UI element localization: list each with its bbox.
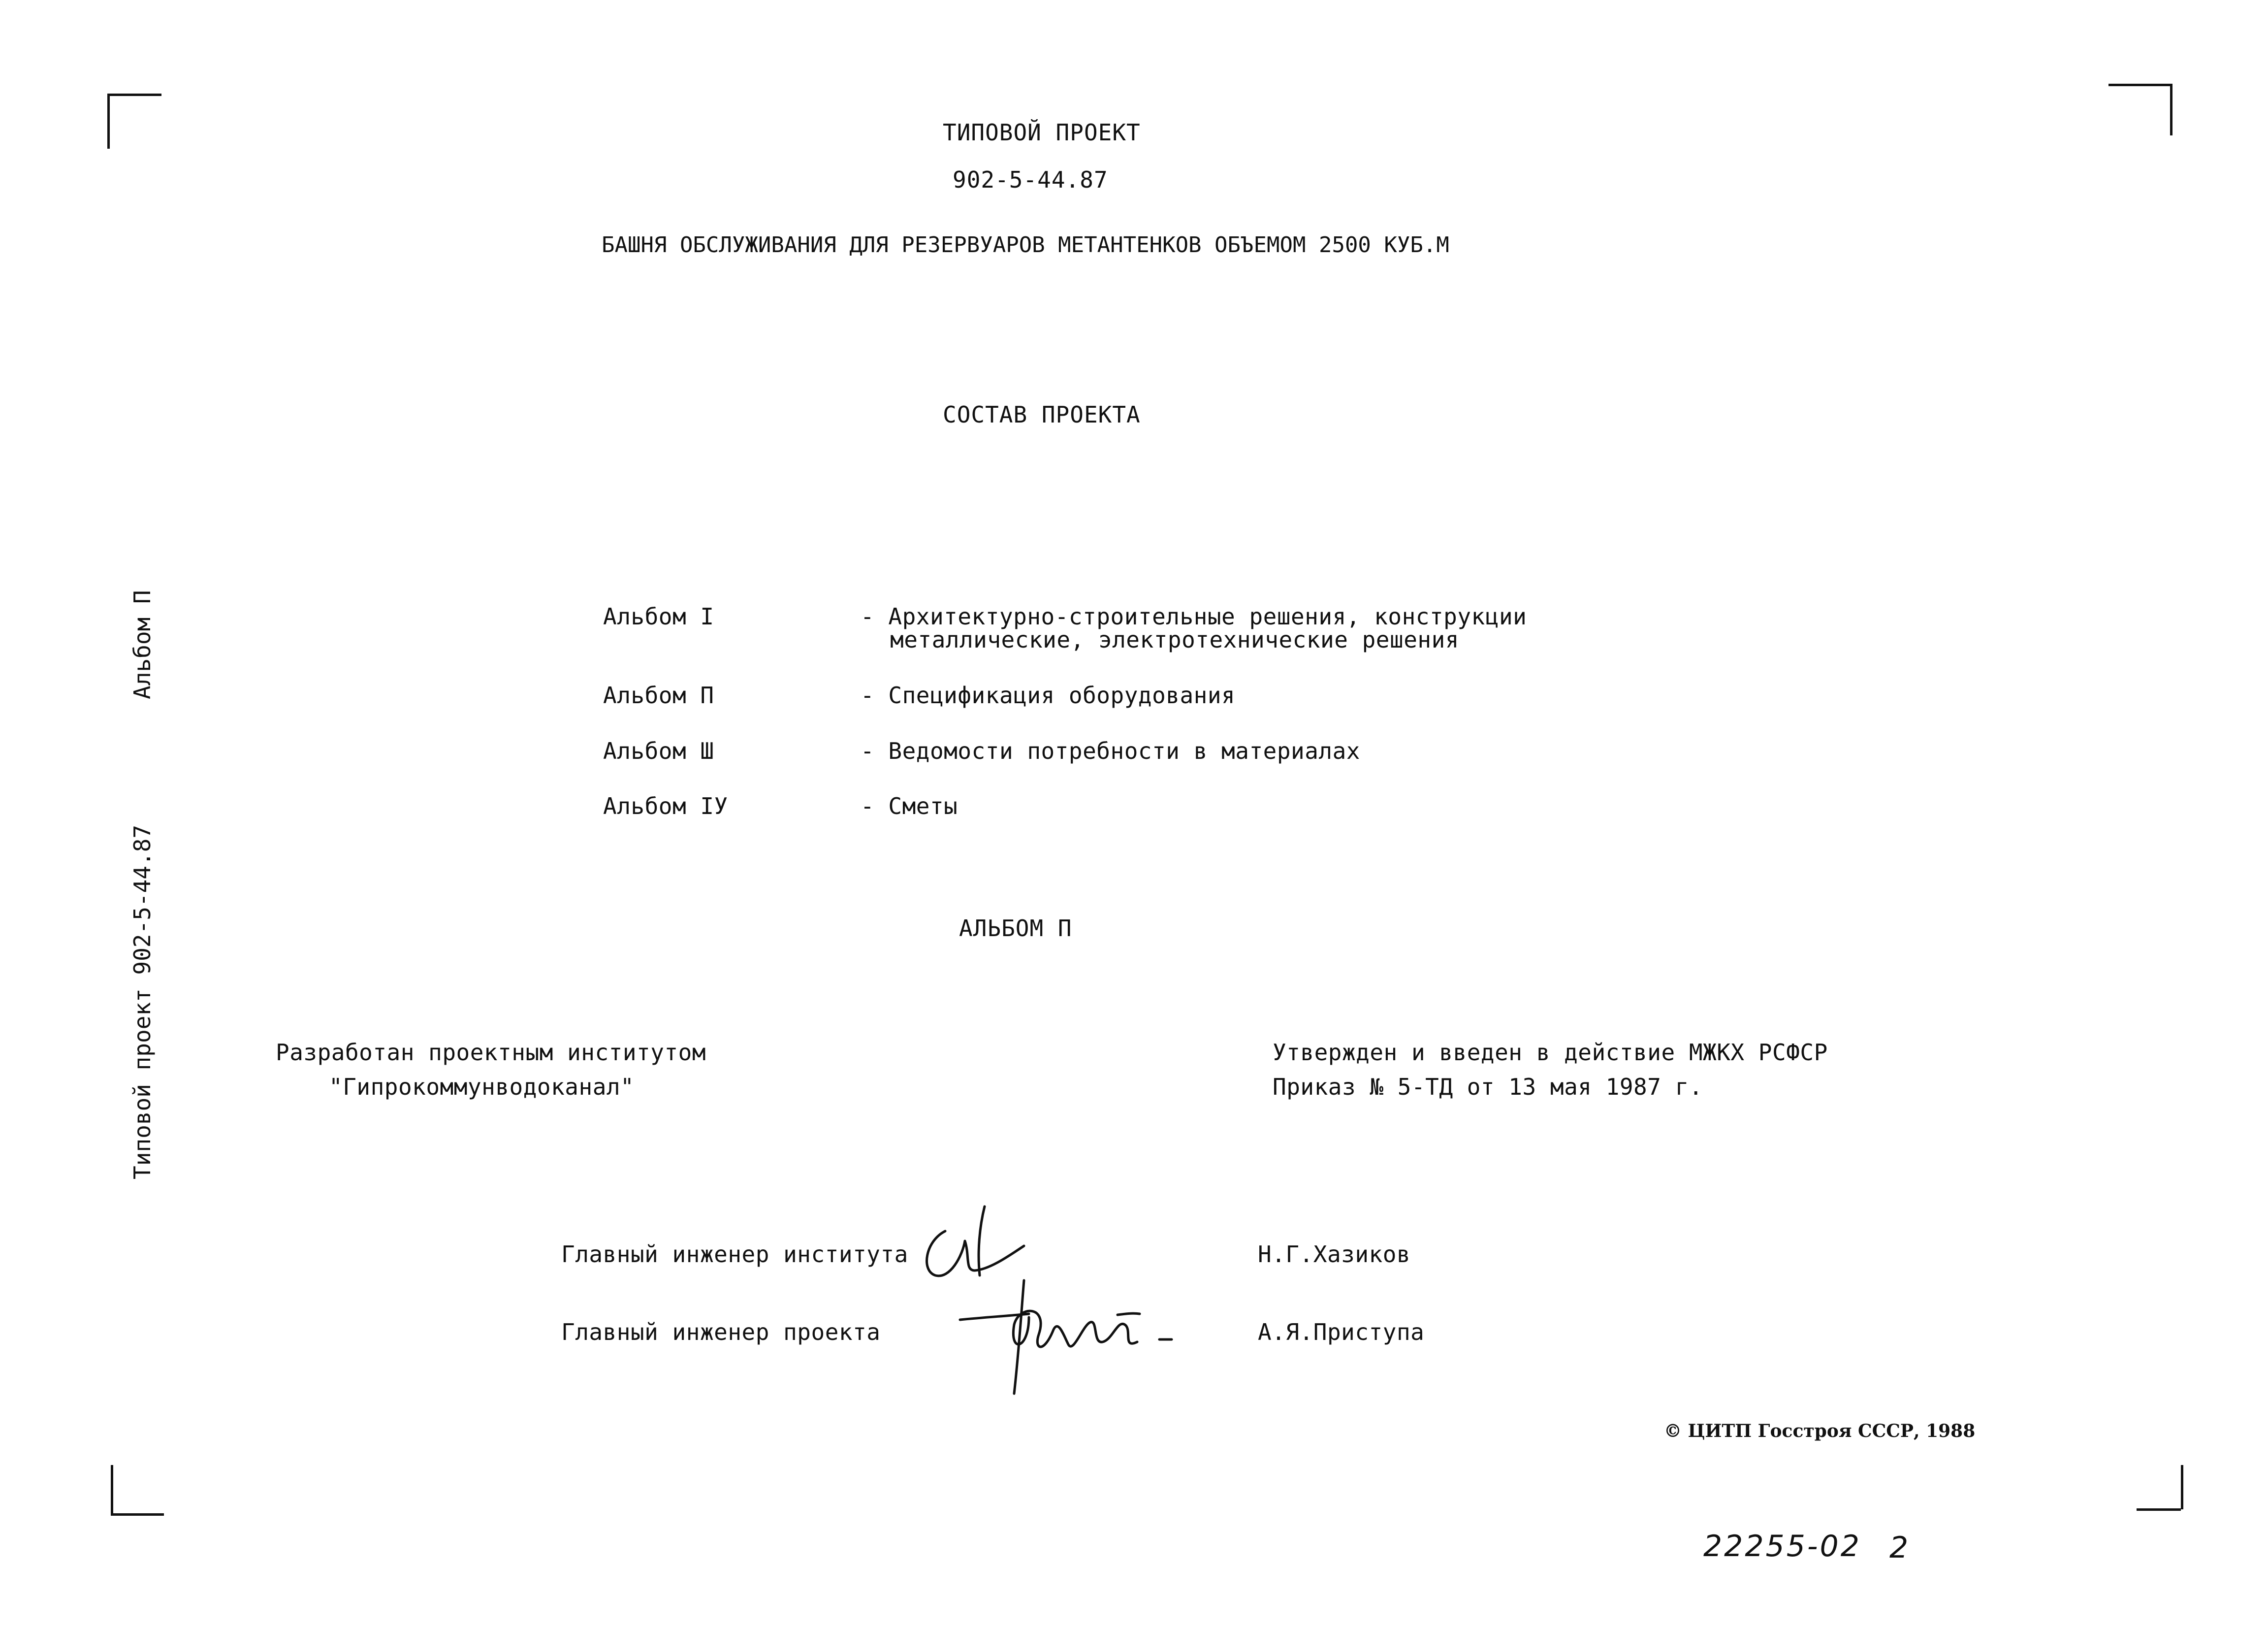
document-number: 22255-02 [1703,1529,1861,1564]
album-1-name: Альбом I [603,603,714,630]
developer-line1: Разработан проектным институтом [276,1039,706,1066]
signature-mark-2 [955,1271,1177,1408]
side-album-label: Альбом П [129,590,156,699]
signature-role-1: Главный инженер института [561,1241,908,1268]
signature-name-2: А.Я.Приступа [1258,1319,1425,1345]
composition-heading: СОСТАВ ПРОЕКТА [943,401,1141,428]
album-4-desc: - Сметы [861,793,958,819]
album-4-name: Альбом IУ [603,793,728,819]
album-3-name: Альбом Ш [603,738,714,764]
album-2-desc: - Спецификация оборудования [861,682,1236,709]
crop-mark-top-left-v [107,94,110,149]
developer-line2: "Гипрокоммунводоканал" [329,1074,635,1100]
approval-line1: Утвержден и введен в действие МЖКХ РСФСР [1273,1039,1828,1066]
header-type-line: ТИПОВОЙ ПРОЕКТ [943,119,1141,146]
approval-line2: Приказ № 5-ТД от 13 мая 1987 г. [1273,1074,1703,1100]
page-number: 2 [1889,1531,1911,1565]
album-3-desc: - Ведомости потребности в материалах [861,738,1360,764]
signature-role-2: Главный инженер проекта [561,1319,881,1345]
crop-mark-top-right-v [2170,84,2172,135]
crop-mark-top-right-h [2108,84,2172,86]
crop-mark-bottom-right-v [2181,1465,2183,1509]
album-2-name: Альбом П [603,682,714,709]
crop-mark-top-left-h [107,94,161,96]
copyright-notice: © ЦИТП Госстроя СССР, 1988 [1664,1421,1976,1441]
album-1-desc-line1: - Архитектурно-строительные решения, конструкции [861,603,1527,630]
header-project-number: 902-5-44.87 [953,166,1108,193]
side-project-label: Типовой проект 902-5-44.87 [129,824,156,1179]
crop-mark-bottom-left-v [111,1465,113,1515]
crop-mark-bottom-left-h [111,1513,164,1516]
header-title: БАШНЯ ОБСЛУЖИВАНИЯ ДЛЯ РЕЗЕРВУАРОВ МЕТАНТЕНКОВ ОБЪЕМОМ 2500 КУБ.М [602,232,1449,258]
crop-mark-bottom-right-h [2137,1508,2181,1511]
signature-name-1: Н.Г.Хазиков [1258,1241,1411,1268]
album-1-desc-line2: металлические, электротехнические решения [890,626,1459,653]
current-album-label: АЛЬБОМ П [959,915,1072,942]
